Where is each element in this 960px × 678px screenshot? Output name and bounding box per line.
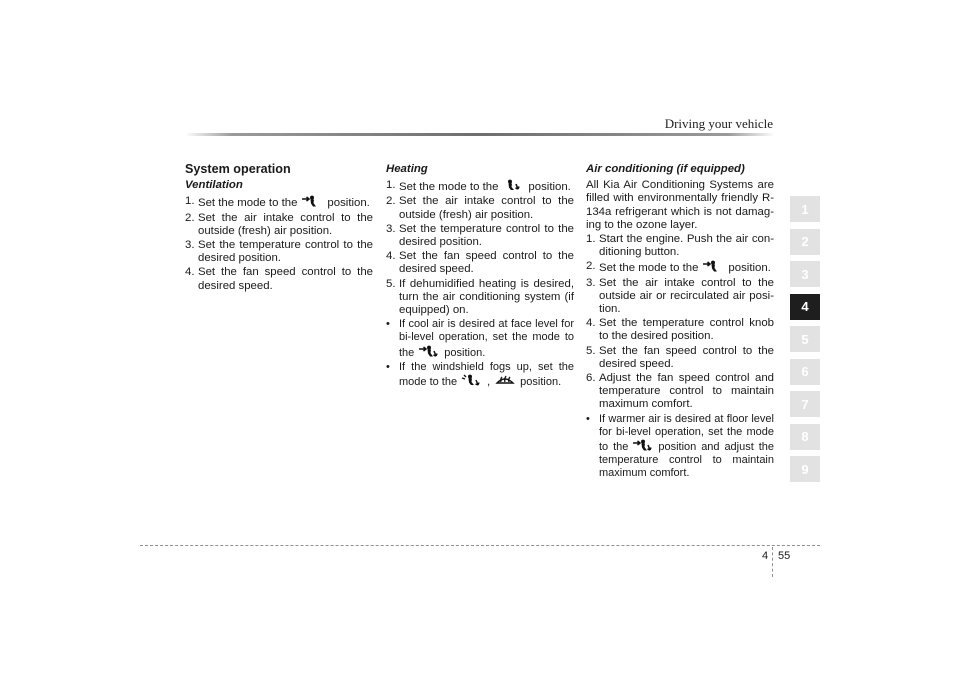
face-vent-icon xyxy=(301,195,323,207)
list-item: 1. Start the engine. Push the air con-ditioning button. xyxy=(586,233,774,259)
chapter-tab-active[interactable]: 4 xyxy=(790,294,820,320)
list-item: 2. Set the air intake control to the outside (fresh) air position. xyxy=(185,211,373,237)
page-number-separator xyxy=(772,547,773,577)
column-air-conditioning xyxy=(586,163,774,482)
column-system-operation xyxy=(185,163,373,294)
chapter-tab[interactable]: 8 xyxy=(790,424,820,450)
list-item: 4. Set the fan speed control to the desired speed. xyxy=(185,266,373,292)
ventilation-steps xyxy=(185,195,373,292)
list-item: 4. Set the temperature control knob to the desired position. xyxy=(586,317,774,343)
list-item: 3. Set the temperature control to the desired position. xyxy=(185,239,373,265)
page-number: 55 xyxy=(778,550,791,562)
heating-steps xyxy=(386,179,574,389)
section-title: System operation xyxy=(185,162,291,176)
list-item: 6. Adjust the fan speed control and temperature control to maintain maximum comfort. xyxy=(586,372,774,411)
list-item: 2. Set the mode to the position. xyxy=(586,260,771,275)
footer-rule xyxy=(140,545,820,546)
floor-defrost-icon xyxy=(461,374,483,386)
ac-intro: All Kia Air Conditioning Systems are filled with environmentally friendly R-134a refrigerant which is not damag-ing to the ozone layer. xyxy=(586,179,774,231)
chapter-number: 4 xyxy=(762,550,769,562)
heating-heading: Heating xyxy=(386,163,428,175)
defrost-icon xyxy=(494,374,516,386)
ac-steps xyxy=(586,233,774,481)
column-heating xyxy=(386,163,574,390)
list-item: 3. Set the air intake control to the outside air or recirculated air posi-tion. xyxy=(586,276,774,316)
bi-level-vent-icon xyxy=(418,345,440,357)
list-item: 5. If dehumidified heating is desired, turn the air conditioning system (if equipped) on. xyxy=(386,277,574,317)
chapter-tab[interactable]: 1 xyxy=(790,196,820,222)
chapter-tab[interactable]: 7 xyxy=(790,391,820,417)
chapter-tab[interactable]: 3 xyxy=(790,261,820,287)
chapter-tab[interactable]: 9 xyxy=(790,456,820,482)
bi-level-vent-icon xyxy=(632,439,654,451)
header-rule xyxy=(185,133,775,136)
chapter-tab[interactable]: 2 xyxy=(790,229,820,255)
list-item: • If cool air is desired at face level for bi-level operation, set the mode to the position. xyxy=(386,318,574,359)
header-title: Driving your vehicle xyxy=(664,116,773,131)
list-item: 4. Set the fan speed control to the desired speed. xyxy=(386,250,574,276)
chapter-tabs xyxy=(790,196,820,489)
floor-vent-icon xyxy=(502,179,524,191)
list-item: 3. Set the temperature control to the desired position. xyxy=(386,222,574,249)
ac-heading: Air conditioning (if equipped) xyxy=(586,163,745,175)
list-item: • If warmer air is desired at floor level for bi-level operation, set the mode to the position and adjust the temperature control to maintain maximum comfort. xyxy=(586,412,774,480)
face-vent-icon xyxy=(702,260,724,272)
list-item: 1. Set the mode to the position. xyxy=(185,195,370,210)
list-item: 1. Set the mode to the position. xyxy=(386,179,571,194)
list-item: 5. Set the fan speed control to the desired speed. xyxy=(586,344,774,370)
list-item: 2. Set the air intake control to the outside (fresh) air position. xyxy=(386,195,574,221)
list-item: • If the windshield fogs up, set the mode to the , position. xyxy=(386,360,574,389)
chapter-tab[interactable]: 6 xyxy=(790,359,820,385)
ventilation-heading: Ventilation xyxy=(185,179,243,192)
chapter-tab[interactable]: 5 xyxy=(790,326,820,352)
